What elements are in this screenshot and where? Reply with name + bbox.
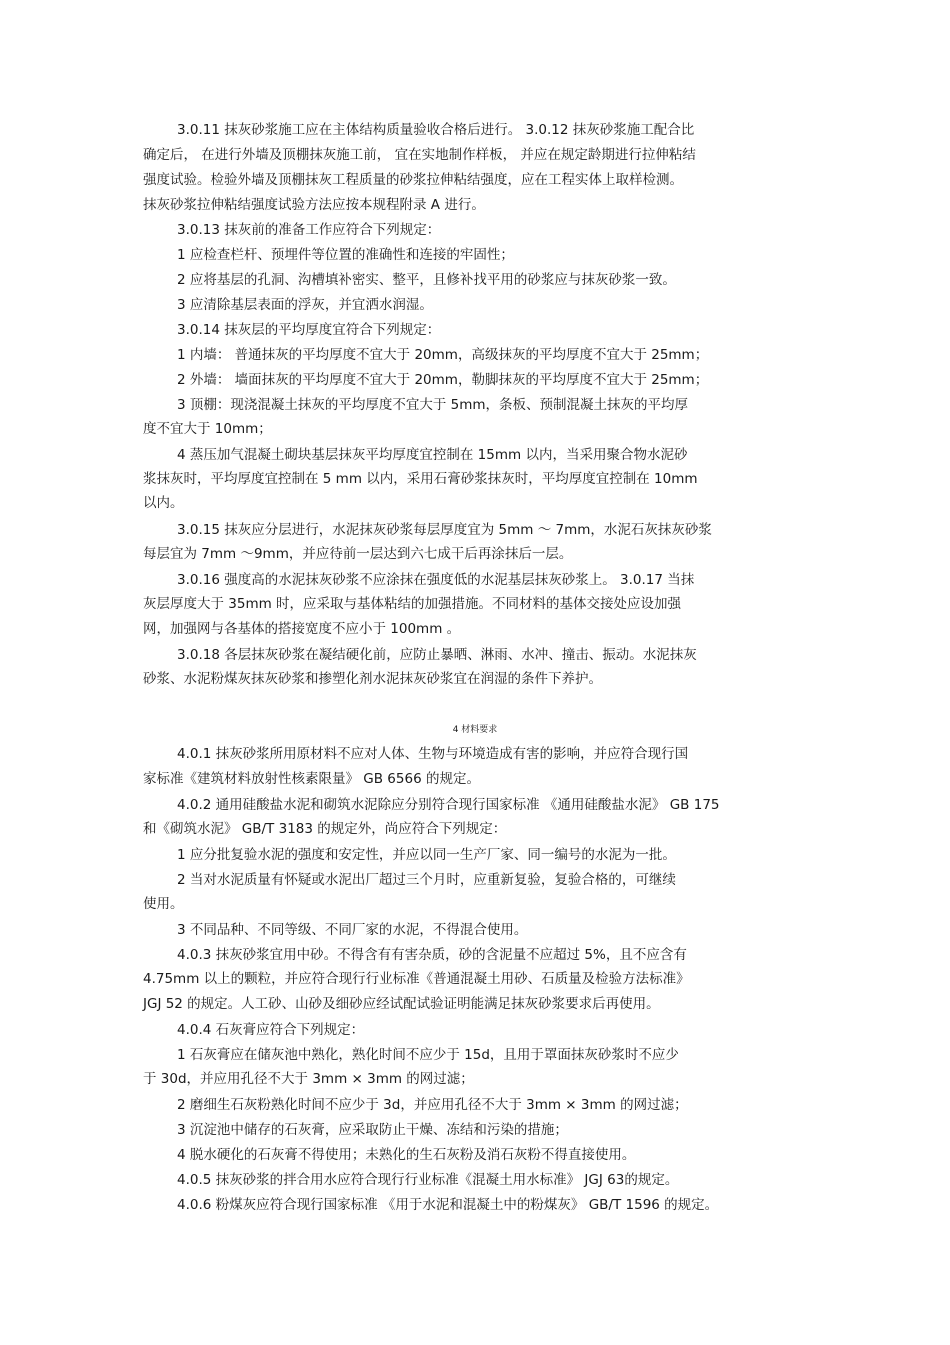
text-line: 使用。 <box>143 896 184 912</box>
text-line: 和《砌筑水泥》 GB/T 3183 的规定外，尚应符合下列规定： <box>143 821 507 837</box>
text-line: 2 外墙： 墙面抹灰的平均厚度不宜大于 20mm，勒脚抹灰的平均厚度不宜大于 25mm； <box>177 372 709 388</box>
text-line: 确定后， 在进行外墙及顶棚抹灰施工前， 宜在实地制作样板， 并应在规定龄期进行拉伸粘结 <box>143 147 696 163</box>
text-line: 4 脱水硬化的石灰膏不得使用；未熟化的生石灰粉及消石灰粉不得直接使用。 <box>177 1147 636 1163</box>
text-line: 3.0.14 抹灰层的平均厚度宜符合下列规定： <box>177 322 441 338</box>
text-line: 强度试验。检验外墙及顶棚抹灰工程质量的砂浆拉伸粘结强度，应在工程实体上取样检测。 <box>143 172 683 188</box>
text-line: 4.0.4 石灰膏应符合下列规定： <box>177 1022 365 1038</box>
text-line: 以内。 <box>143 495 184 511</box>
text-line: 3 顶棚：现浇混凝土抹灰的平均厚度不宜大于 5mm，条板、预制混凝土抹灰的平均厚 <box>177 397 689 413</box>
text-line: JGJ 52 的规定。人工砂、山砂及细砂应经试配试验证明能满足抹灰砂浆要求后再使用。 <box>143 996 660 1012</box>
text-line: 4.0.1 抹灰砂浆所用原材料不应对人体、生物与环境造成有害的影响，并应符合现行国 <box>177 746 689 762</box>
text-line: 1 内墙： 普通抹灰的平均厚度不宜大于 20mm，高级抹灰的平均厚度不宜大于 25mm； <box>177 347 709 363</box>
text-line: 1 石灰膏应在储灰池中熟化，熟化时间不应少于 15d，且用于罩面抹灰砂浆时不应少 <box>177 1047 679 1063</box>
text-line: 3.0.13 抹灰前的准备工作应符合下列规定： <box>177 222 441 238</box>
text-line: 3.0.16 强度高的水泥抹灰砂浆不应涂抹在强度低的水泥基层抹灰砂浆上。 3.0.17 当抹 <box>177 572 695 588</box>
text-line: 4.0.5 抹灰砂浆的拌合用水应符合现行行业标准《混凝土用水标准》 JGJ 63的规定。 <box>177 1172 679 1188</box>
text-line: 家标准《建筑材料放射性核素限量》 GB 6566 的规定。 <box>143 771 480 787</box>
text-line: 3 应清除基层表面的浮灰，并宜洒水润湿。 <box>177 297 433 313</box>
text-line: 3.0.15 抹灰应分层进行，水泥抹灰砂浆每层厚度宜为 5mm ～ 7mm，水泥石灰抹灰砂浆 <box>177 522 712 538</box>
text-line: 3.0.18 各层抹灰砂浆在凝结硬化前，应防止暴晒、淋雨、水冲、撞击、振动。水泥抹灰 <box>177 647 697 663</box>
text-line: 灰层厚度大于 35mm 时，应采取与基体粘结的加强措施。不同材料的基体交接处应设加强 <box>143 596 682 612</box>
text-line: 4.0.3 抹灰砂浆宜用中砂。不得含有有害杂质，砂的含泥量不应超过 5%，且不应含有 <box>177 947 687 963</box>
text-line: 3 不同品种、不同等级、不同厂家的水泥，不得混合使用。 <box>177 922 528 938</box>
text-line: 3.0.11 抹灰砂浆施工应在主体结构质量验收合格后进行。 3.0.12 抹灰砂浆施工配合比 <box>177 122 695 138</box>
text-line: 网，加强网与各基体的搭接宽度不应小于 100mm 。 <box>143 621 461 637</box>
text-line: 浆抹灰时，平均厚度宜控制在 5 mm 以内，采用石膏砂浆抹灰时，平均厚度宜控制在 10mm <box>143 471 698 487</box>
text-line: 2 应将基层的孔洞、沟槽填补密实、整平，且修补找平用的砂浆应与抹灰砂浆一致。 <box>177 272 676 288</box>
section-heading: 4 材料要求 <box>452 725 498 735</box>
text-line: 4.0.6 粉煤灰应符合现行国家标准 《用于水泥和混凝土中的粉煤灰》 GB/T 1596 的规定。 <box>177 1197 719 1213</box>
text-line: 2 磨细生石灰粉熟化时间不应少于 3d，并应用孔径不大于 3mm × 3mm 的网过滤； <box>177 1097 688 1113</box>
text-line: 度不宜大于 10mm； <box>143 421 272 437</box>
text-line: 1 应分批复验水泥的强度和安定性，并应以同一生产厂家、同一编号的水泥为一批。 <box>177 847 676 863</box>
text-line: 4.75mm 以上的颗粒，并应符合现行行业标准《普通混凝土用砂、石质量及检验方法标准》 <box>143 971 690 987</box>
text-line: 每层宜为 7mm ～9mm，并应待前一层达到六七成干后再涂抹后一层。 <box>143 546 573 562</box>
text-line: 砂浆、水泥粉煤灰抹灰砂浆和掺塑化剂水泥抹灰砂浆宜在润湿的条件下养护。 <box>143 671 602 687</box>
text-line: 3 沉淀池中储存的石灰膏，应采取防止干燥、冻结和污染的措施； <box>177 1122 568 1138</box>
text-line: 抹灰砂浆拉伸粘结强度试验方法应按本规程附录 A 进行。 <box>143 197 485 213</box>
text-line: 4.0.2 通用硅酸盐水泥和砌筑水泥除应分别符合现行国家标准 《通用硅酸盐水泥》 GB 175 <box>177 797 720 813</box>
text-line: 2 当对水泥质量有怀疑或水泥出厂超过三个月时，应重新复验，复验合格的，可继续 <box>177 872 676 888</box>
text-line: 1 应检查栏杆、预埋件等位置的准确性和连接的牢固性； <box>177 247 514 263</box>
text-line: 4 蒸压加气混凝土砌块基层抹灰平均厚度宜控制在 15mm 以内，当采用聚合物水泥砂 <box>177 447 688 463</box>
text-line: 于 30d，并应用孔径不大于 3mm × 3mm 的网过滤； <box>143 1071 474 1087</box>
